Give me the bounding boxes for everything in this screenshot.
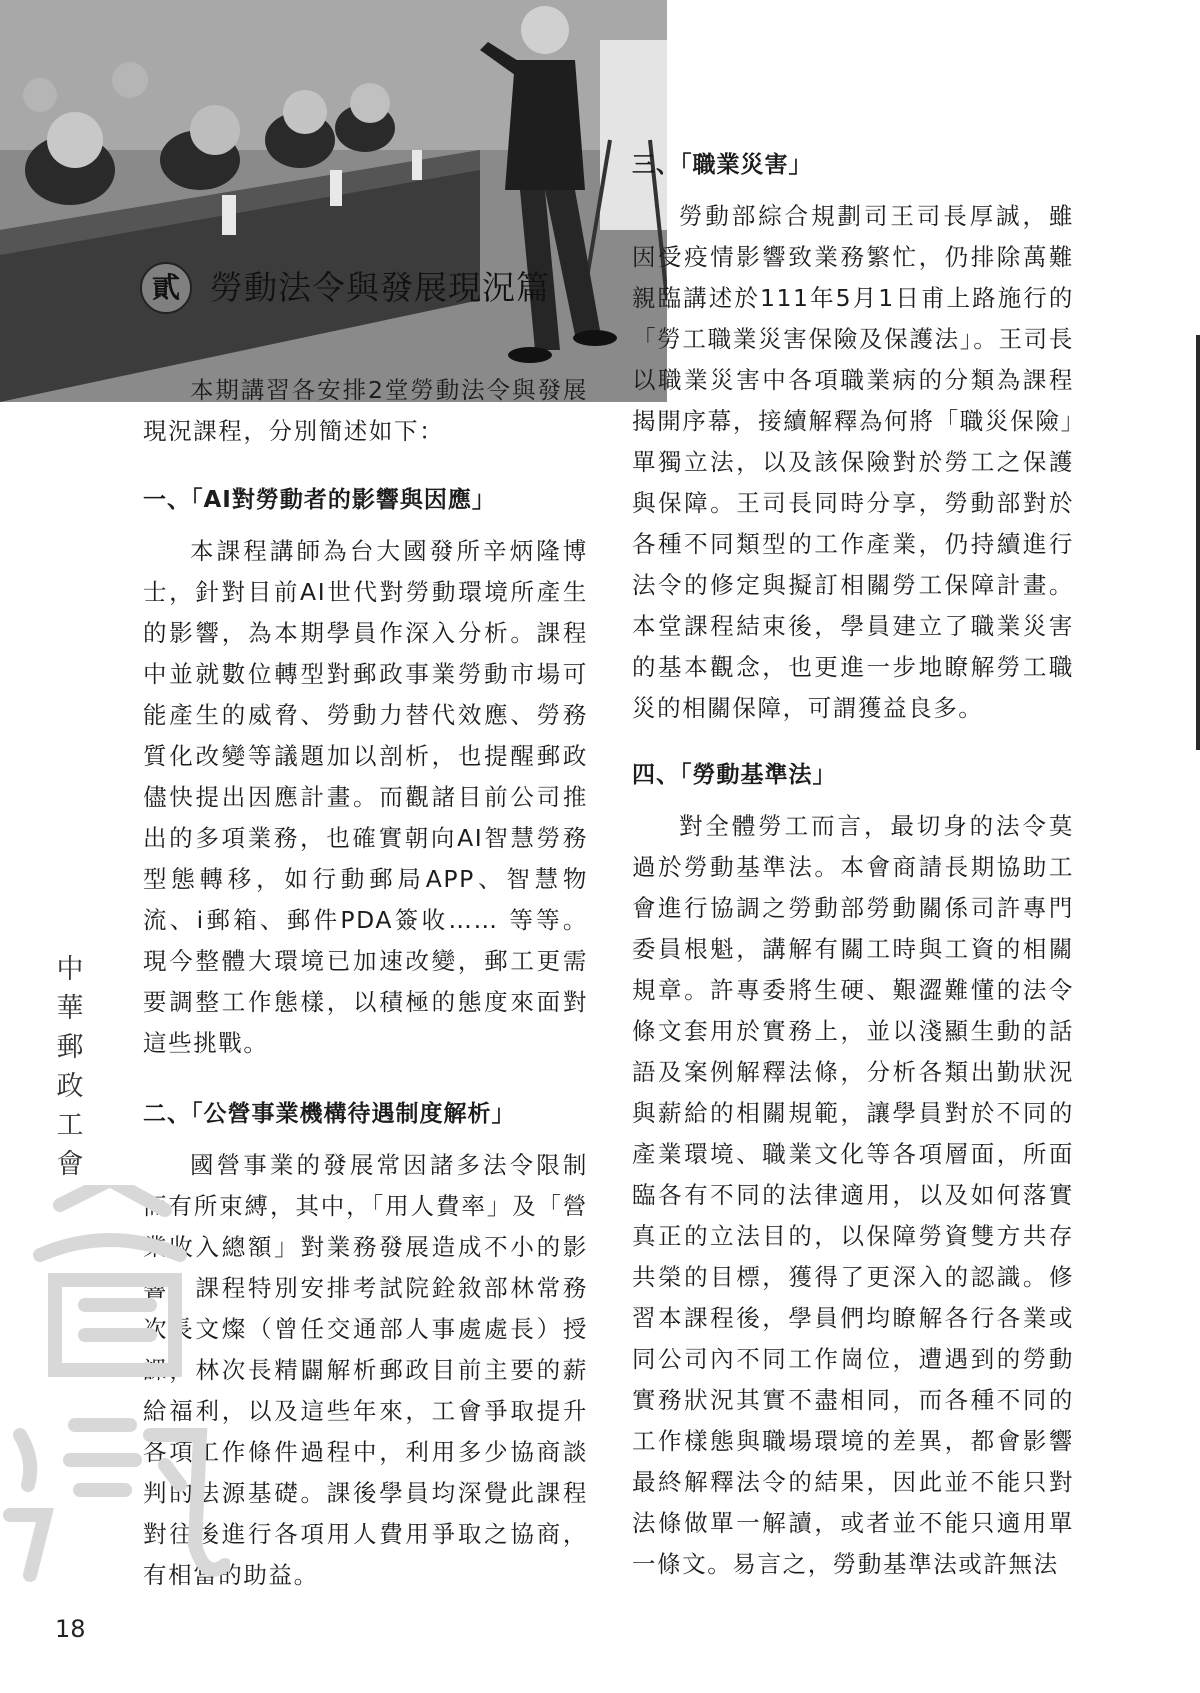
- section-number-badge: 貳: [140, 262, 192, 314]
- intro-paragraph: 本期講習各安排2堂勞動法令與發展現況課程，分別簡述如下：: [143, 376, 588, 445]
- item2-heading: 二、「公營事業機構待遇制度解析」: [143, 1101, 516, 1127]
- item3-heading: 三、「職業災害」: [632, 152, 813, 178]
- calligraphy-watermark-art: [0, 1185, 230, 1615]
- item1-heading: 一、「AI對勞動者的影響與因應」: [143, 487, 496, 513]
- page-edge-rule: [1196, 335, 1200, 750]
- item3-body: 勞動部綜合規劃司王司長厚誠，雖因受疫情影響致業務繁忙，仍排除萬難親臨講述於111年5月1日甫上路施行的「勞工職業災害保險及保護法」。王司長以職業災害中各項職業病的分類為課程揭開序幕，接續解釋為何將「職災保險」單獨立法，以及該保險對於勞工之保護與保障。王司長同時分享，勞動部對於各種不同類型的工作產業，仍持續進行法令的修定與擬訂相關勞工保障計畫。本堂課程結束後，學員建立了職業災害的基本觀念，也更進一步地瞭解勞工職災的相關保障，可謂獲益良多。: [632, 202, 1074, 722]
- lecture-photo-illustration: [0, 0, 667, 402]
- item4-body: 對全體勞工而言，最切身的法令莫過於勞動基準法。本會商請長期協助工會進行協調之勞動部勞動關係司許專門委員根魁，講解有關工時與工資的相關規章。許專委將生硬、艱澀難懂的法令條文套用於實務上，並以淺顯生動的話語及案例解釋法條，分析各類出勤狀況與薪給的相關規範，讓學員對於不同的產業環境、職業文化等各項層面，所面臨各有不同的法律適用，以及如何落實真正的立法目的，以保障勞資雙方共存共榮的目標，獲得了更深入的認識。修習本課程後，學員們均瞭解各行各業或同公司內不同工作崗位，遭遇到的勞動實務狀況其實不盡相同，而各種不同的工作樣態與職場環境的差異，都會影響最終解釋法令的結果，因此並不能只對法條做單一解讀，或者並不能只適用單一條文。易言之，勞動基準法或許無法: [632, 812, 1074, 1578]
- publication-vertical-title: 中華郵政工會: [56, 954, 84, 1180]
- item2-body: 國營事業的發展常因諸多法令限制而有所束縛，其中，「用人費率」及「營業收入總額」對業務發展造成不小的影響。課程特別安排考試院銓敘部林常務次長文燦（曾任交通部人事處處長）授課，林次長精闢解析郵政目前主要的薪給福利，以及這些年來，工會爭取提升各項工作條件過程中，利用多少協商談判的法源基礎。課後學員均深覺此課程對往後進行各項用人費用爭取之協商，有相當的助益。: [143, 1151, 588, 1589]
- item4-heading: 四、「勞動基準法」: [632, 762, 837, 788]
- section-title: 勞動法令與發展現況篇: [210, 268, 550, 307]
- page-number: 18: [55, 1615, 86, 1643]
- calligraphy-watermark: [0, 1185, 230, 1615]
- lecture-photo: [0, 0, 667, 402]
- item1-body: 本課程講師為台大國發所辛炳隆博士，針對目前AI世代對勞動環境所產生的影響，為本期學員作深入分析。課程中並就數位轉型對郵政事業勞動市場可能產生的威脅、勞動力替代效應、勞務質化改變等議題加以剖析，也提醒郵政儘快提出因應計畫。而觀諸目前公司推出的多項業務，也確實朝向AI智慧勞務型態轉移，如行動郵局APP、智慧物流、i郵箱、郵件PDA簽收…… 等等。現今整體大環境已加速改變，郵工更需要調整工作態樣，以積極的態度來面對這些挑戰。: [143, 537, 588, 1057]
- right-column: [632, 145, 1074, 1585]
